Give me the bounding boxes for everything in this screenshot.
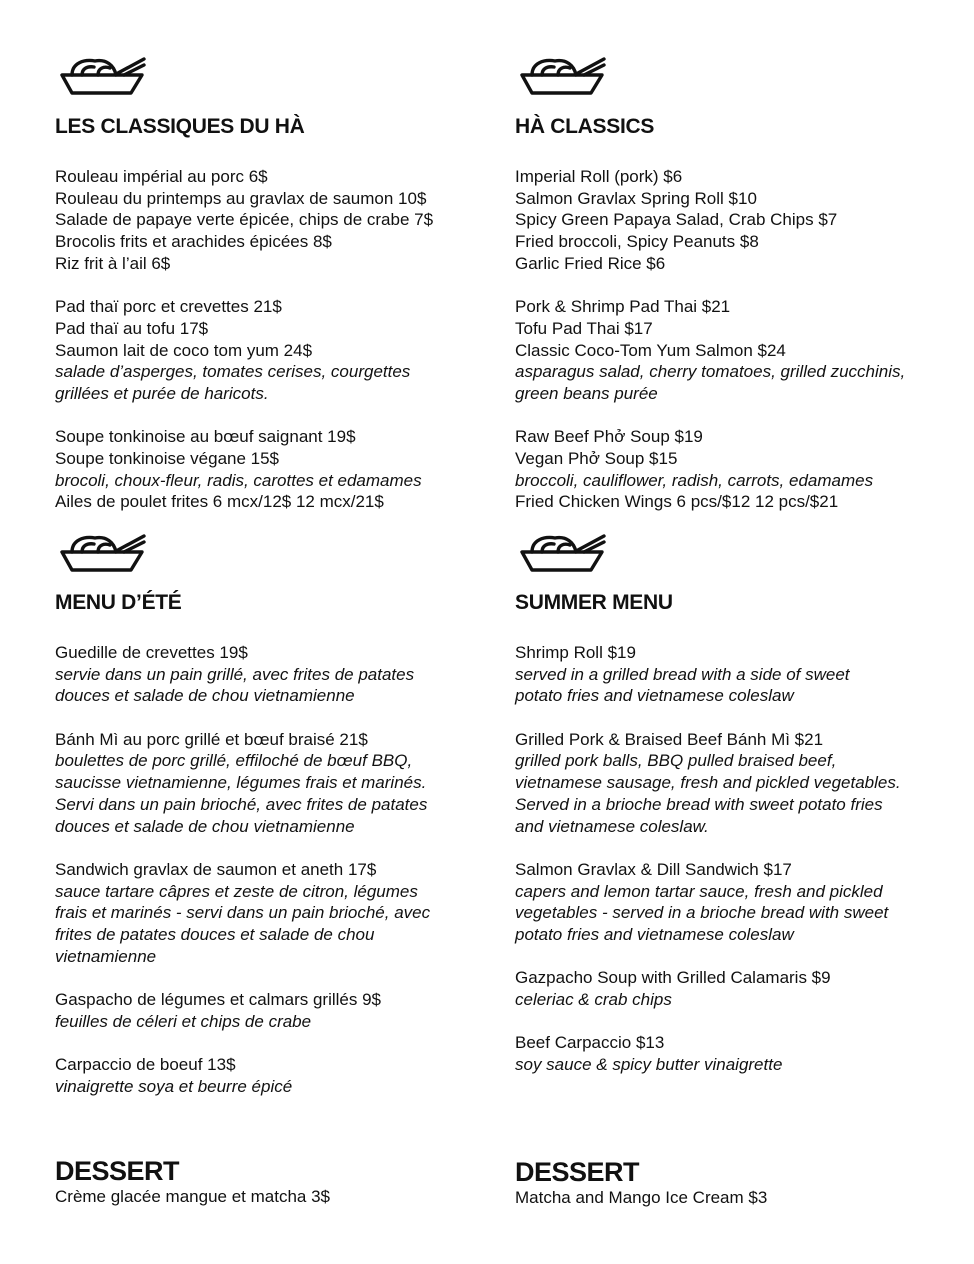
- dessert-title-fr: DESSERT: [55, 1156, 180, 1186]
- menu-item: Pork & Shrimp Pad Thai $21: [515, 297, 731, 317]
- menu-item: Beef Carpaccio $13: [515, 1033, 665, 1053]
- menu-item: Fried broccoli, Spicy Peanuts $8: [515, 232, 759, 252]
- menu-item: Shrimp Roll $19: [515, 643, 636, 662]
- section-title-summer-fr: MENU D’ÉTÉ: [55, 591, 182, 614]
- noodle-bowl-icon: [518, 55, 606, 99]
- menu-item: Salmon Gravlax Spring Roll $10: [515, 188, 757, 208]
- menu-item-description: sauce tartare câpres et zeste de citron, légumes: [55, 881, 418, 901]
- menu-item-description: vietnamienne: [55, 946, 157, 966]
- spacer: [515, 707, 955, 729]
- dessert-item-en: Matcha and Mango Ice Cream $3: [515, 1188, 768, 1207]
- menu-item-description: frites de patates douces et salade de chou: [55, 924, 375, 944]
- dessert-item-fr: Crème glacée mangue et matcha 3$: [55, 1187, 330, 1206]
- menu-item-description: grillées et purée de haricots.: [55, 383, 269, 403]
- menu-item: Vegan Phở Soup $15: [515, 448, 678, 468]
- spacer: [55, 967, 495, 989]
- menu-item-description: capers and lemon tartar sauce, fresh and pickled: [515, 881, 883, 901]
- menu-item: Salade de papaye verte épicée, chips de crabe 7$: [55, 210, 434, 230]
- menu-item-description: douces et salade de chou vietnamienne: [55, 686, 355, 706]
- spacer: [515, 837, 955, 859]
- menu-item-description: vegetables - served in a brioche bread with sweet: [515, 903, 889, 923]
- dessert-title-en: DESSERT: [515, 1157, 640, 1187]
- section-title-summer-en: SUMMER MENU: [515, 591, 673, 614]
- section-title-classics-en: HÀ CLASSICS: [515, 115, 655, 138]
- menu-item: Gaspacho de légumes et calmars grillés 9$: [55, 990, 381, 1009]
- menu-item-description: potato fries and vietnamese coleslaw: [515, 686, 794, 706]
- menu-item-description: feuilles de céleri et chips de crabe: [55, 1011, 312, 1031]
- menu-item: Gazpacho Soup with Grilled Calamaris $9: [515, 968, 831, 988]
- noodle-bowl-icon: [58, 55, 146, 99]
- noodle-bowl-icon: [518, 532, 606, 576]
- menu-item-description: served in a grilled bread with a side of sweet: [515, 664, 850, 684]
- menu-item: Tofu Pad Thai $17: [515, 318, 653, 338]
- spacer: [55, 274, 495, 296]
- menu-item-description: Servi dans un pain brioché, avec frites de patates: [55, 794, 428, 814]
- menu-item-description: boulettes de porc grillé, effiloché de bœuf BBQ,: [55, 751, 413, 771]
- menu-item: Ailes de poulet frites 6 mcx/12$ 12 mcx/21$: [55, 492, 384, 512]
- menu-item-description: green beans purée: [515, 383, 658, 403]
- spacer: [515, 1011, 955, 1033]
- menu-item: Garlic Fried Rice $6: [515, 253, 666, 273]
- menu-item-description: saucisse vietnamienne, légumes frais et marinés.: [55, 773, 427, 793]
- menu-item-description: vietnamese sausage, fresh and pickled vegetables.: [515, 773, 901, 793]
- menu-item-description: douces et salade de chou vietnamienne: [55, 816, 355, 836]
- summer-list-fr: [55, 642, 495, 1097]
- spacer: [55, 707, 495, 729]
- menu-item: Carpaccio de boeuf 13$: [55, 1055, 236, 1075]
- menu-item-description: and vietnamese coleslaw.: [515, 816, 709, 836]
- menu-item-description: potato fries and vietnamese coleslaw: [515, 924, 794, 944]
- menu-item-description: brocoli, choux-fleur, radis, carottes et edamames: [55, 470, 422, 490]
- noodle-bowl-icon: [58, 532, 146, 576]
- menu-item-description: asparagus salad, cherry tomatoes, grilled zucchinis,: [515, 362, 906, 382]
- menu-item-description: grilled pork balls, BBQ pulled braised beef,: [515, 751, 837, 771]
- menu-item: Salmon Gravlax & Dill Sandwich $17: [515, 859, 792, 879]
- menu-item: Pad thaï au tofu 17$: [55, 318, 209, 338]
- menu-item: Soupe tonkinoise végane 15$: [55, 448, 280, 468]
- menu-item: Guedille de crevettes 19$: [55, 643, 248, 662]
- menu-item: Bánh Mì au porc grillé et bœuf braisé 21$: [55, 729, 368, 749]
- menu-item-description: frais et marinés - servi dans un pain brioché, avec: [55, 903, 431, 923]
- menu-item: Soupe tonkinoise au bœuf saignant 19$: [55, 427, 356, 447]
- menu-item-description: soy sauce & spicy butter vinaigrette: [515, 1055, 783, 1075]
- menu-item-description: celeriac & crab chips: [515, 990, 672, 1009]
- menu-item-description: salade d’asperges, tomates cerises, courgettes: [55, 362, 411, 382]
- menu-item: Rouleau du printemps au gravlax de saumon 10$: [55, 188, 427, 208]
- menu-item: Classic Coco-Tom Yum Salmon $24: [515, 340, 786, 360]
- spacer: [515, 946, 955, 968]
- menu-item: Fried Chicken Wings 6 pcs/$12 12 pcs/$21: [515, 492, 839, 512]
- summer-list-en: [515, 642, 955, 1076]
- menu-item: Raw Beef Phở Soup $19: [515, 427, 703, 447]
- menu-item: Rouleau impérial au porc 6$: [55, 167, 268, 186]
- spacer: [55, 405, 495, 427]
- menu-item: Grilled Pork & Braised Beef Bánh Mì $21: [515, 729, 824, 749]
- spacer: [515, 274, 955, 296]
- menu-item: Sandwich gravlax de saumon et aneth 17$: [55, 859, 377, 879]
- spacer: [55, 837, 495, 859]
- spacer: [515, 405, 955, 427]
- menu-item: Saumon lait de coco tom yum 24$: [55, 340, 313, 360]
- menu-item-description: Served in a brioche bread with sweet potato fries: [515, 794, 883, 814]
- menu-item: Pad thaï porc et crevettes 21$: [55, 297, 282, 317]
- menu-item-description: vinaigrette soya et beurre épicé: [55, 1076, 293, 1096]
- spacer: [55, 1032, 495, 1054]
- menu-item-description: broccoli, cauliflower, radish, carrots, edamames: [515, 470, 874, 490]
- menu-item: Imperial Roll (pork) $6: [515, 167, 683, 186]
- classics-list-fr: [55, 166, 495, 513]
- menu-item-description: servie dans un pain grillé, avec frites de patates: [55, 664, 415, 684]
- classics-list-en: [515, 166, 955, 513]
- section-title-classics-fr: LES CLASSIQUES DU HÀ: [55, 115, 305, 138]
- menu-item: Spicy Green Papaya Salad, Crab Chips $7: [515, 210, 838, 230]
- menu-item: Brocolis frits et arachides épicées 8$: [55, 232, 332, 252]
- menu-item: Riz frit à l’ail 6$: [55, 253, 171, 273]
